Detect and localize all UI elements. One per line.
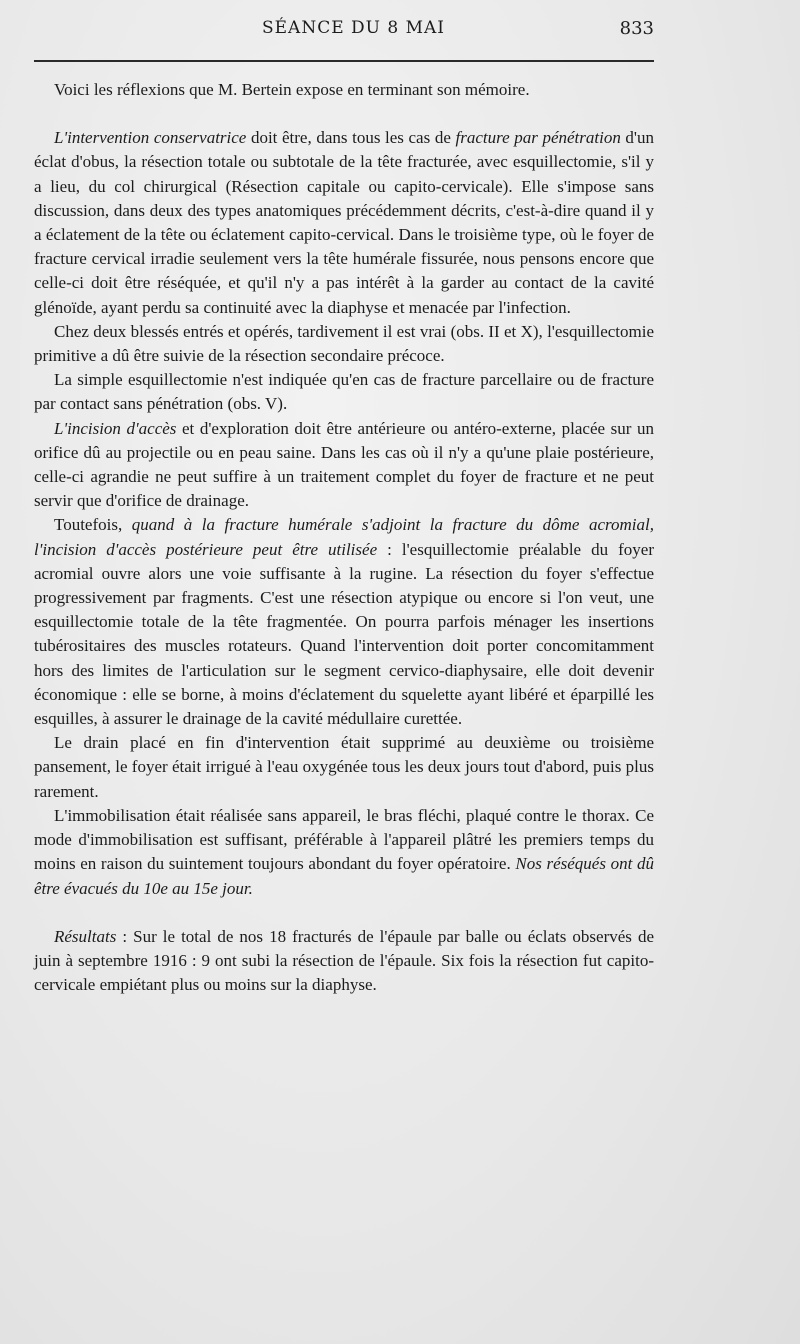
- paragraph-incision: [34, 417, 654, 514]
- paragraph-immobilisation: [34, 804, 654, 901]
- paragraph-intervention: [34, 126, 654, 320]
- italic-phrase: Nos réséqués ont dû être évacués du 10e au 15e jour.: [34, 854, 655, 898]
- paragraph-blesses: [34, 320, 654, 368]
- paragraph-text: : Sur le total de nos 18 fracturés de l'épaule par balle ou éclats observés de juin à septembre 1916 : 9 ont subi la résection de l'épaule. Six fois la résection fut capito-cervicale empiétant plus ou moins sur la diaphyse.: [34, 926, 654, 995]
- paragraph-text: d'un éclat d'obus, la résection totale ou subtotale de la tête fracturée, avec esquillectomie, s'il y a lieu, du col chirurgical (Résection capitale ou capito-cervicale). Elle s'impose sans discussion, dans deux des types anatomiques précédemment décrits, c'est-à-dire quand il y a éclatement de la tête ou éclatement capito-cervical. Dans le troisième type, où le foyer de fracture cervical irradie seulement vers la tête humérale fissurée, nous pensons encore que celle-ci doit être réséquée, et qu'il n'y a pas intérêt à la garder au contact de la cavité glénoïde, ayant perdu sa continuité avec la diaphyse et menacée par l'infection.: [34, 128, 654, 317]
- paragraph-text: Toutefois,: [54, 515, 132, 535]
- paragraph-text: La simple esquillectomie n'est indiquée qu'en cas de fracture parcellaire ou de fracture par contact sans pénétration (obs. V).: [34, 370, 654, 414]
- page-number: 833: [619, 18, 654, 39]
- paragraph-resultats: [34, 925, 654, 998]
- running-title: SÉANCE DU 8 MAI: [262, 18, 446, 38]
- paragraph-drain: [34, 731, 654, 804]
- paragraph-text: Chez deux blessés entrés et opérés, tardivement il est vrai (obs. II et X), l'esquillectomie primitive a dû être suivie de la résection secondaire précoce.: [34, 321, 654, 366]
- header-rule: [34, 60, 654, 62]
- paragraph-text: et d'exploration doit être antérieure ou antéro-externe, placée sur un orifice dû au projectile ou en peau saine. Dans les cas où il n'y a qu'une plaie postérieure, celle-ci agrandie ne peut suffire à un traitement complet du foyer de fracture et ne peut servir que d'orifice de drainage.: [34, 418, 654, 511]
- italic-phrase: quand à la fracture humérale s'adjoint la fracture du dôme acromial, l'incision d'accès postérieure peut être utilisée: [34, 515, 654, 559]
- paragraph-text: doit être, dans tous les cas de: [246, 128, 456, 148]
- page-header: [34, 18, 654, 44]
- italic-phrase: Résultats: [54, 926, 117, 946]
- paragraph-text: L'immobilisation était réalisée sans appareil, le bras fléchi, plaqué contre le thorax. Ce mode d'immobilisation est suffisant, préférable à l'appareil plâtré les premiers temps du moins en raison du suintement toujours abondant du foyer opératoire.: [34, 805, 654, 874]
- italic-phrase: L'incision d'accès: [54, 418, 177, 438]
- paragraph-text: : l'esquillectomie préalable du foyer acromial ouvre alors une voie suffisante à la rugine. La résection du foyer s'effectue progressivement par fragments. C'est une résection atypique ou encore si l'on veut, une esquillectomie totale de la tête fragmentée. On pourra parfois ménager les insertions tubérositaires des muscles rotateurs. Quand l'intervention doit porter concomitamment hors des limites de l'articulation sur le segment cervico-diaphysaire, elle doit devenir économique : elle se borne, à moins d'éclatement du squelette ayant libéré et éparpillé les esquilles, à assurer le drainage de la cavité médullaire curettée.: [34, 539, 654, 729]
- body-text: [34, 78, 654, 997]
- italic-phrase: fracture par pénétration: [455, 128, 621, 148]
- paragraph-text: Voici les réflexions que M. Bertein expose en terminant son mémoire.: [54, 80, 530, 99]
- paragraph-toutefois: [34, 513, 654, 731]
- italic-phrase: L'intervention conservatrice: [54, 128, 247, 148]
- paragraph-intro: [34, 78, 654, 102]
- paragraph-text: Le drain placé en fin d'intervention était supprimé au deuxième ou troisième pansement, le foyer était irrigué à l'eau oxygénée tous les deux jours tout d'abord, puis plus rarement.: [34, 733, 654, 801]
- paragraph-esquillectomie: [34, 368, 654, 416]
